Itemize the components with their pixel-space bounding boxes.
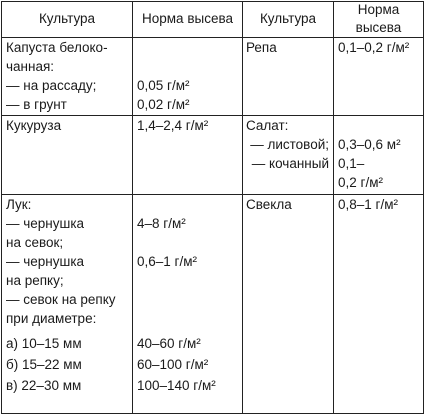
cabbage-rate-ground: 0,02 г/м² xyxy=(137,97,190,112)
onion-line-7: при диаметре: xyxy=(6,311,97,326)
corn-rate: 1,4–2,4 г/м² xyxy=(137,118,209,133)
header-culture-1: Культура xyxy=(38,11,96,26)
onion-rate-line-10: 100–140 г/м² xyxy=(137,378,216,393)
onion-name: Лук: xyxy=(6,197,32,212)
column-divider-2 xyxy=(242,1,243,414)
lettuce-sub-head: — кочанный xyxy=(251,156,329,171)
column-divider-3 xyxy=(333,1,334,414)
onion-line-9: б) 15–22 мм xyxy=(6,357,82,372)
table-border-left xyxy=(1,1,2,414)
cabbage-sub-seedlings: — на рассаду; xyxy=(6,78,97,93)
onion-line-4: — чернушка xyxy=(6,254,85,269)
lettuce-sub-leaf: — листовой; xyxy=(250,137,329,152)
onion-line-3: на севок; xyxy=(6,235,64,250)
header-rate-2-line-1: Норма xyxy=(357,2,400,17)
cabbage-name-line-2: чанная: xyxy=(6,59,55,74)
onion-rate-line-8: 40–60 г/м² xyxy=(137,336,201,351)
cabbage-sub-ground: — в грунт xyxy=(6,97,67,112)
cabbage-name-line-1: Капуста белоко- xyxy=(6,40,108,55)
onion-line-2: — чернушка xyxy=(6,216,85,231)
beet-rate: 0,8–1 г/м² xyxy=(338,197,398,212)
lettuce-rate-leaf: 0,3–0,6 м² xyxy=(338,137,401,152)
onion-line-6: — севок на репку xyxy=(6,292,116,307)
onion-line-8: а) 10–15 мм xyxy=(6,336,82,351)
table-border-bottom xyxy=(1,413,423,414)
beet-name: Свекла xyxy=(246,197,292,212)
onion-rate-line-9: 60–100 г/м² xyxy=(137,357,209,372)
lettuce-name: Салат: xyxy=(246,118,289,133)
header-culture-2: Культура xyxy=(259,11,317,26)
corn-name: Кукуруза xyxy=(6,118,62,133)
row-divider-1 xyxy=(1,115,423,116)
lettuce-rate-head-line-2: 0,2 г/м² xyxy=(338,175,383,190)
header-rate-1: Норма высева xyxy=(142,11,233,26)
onion-line-10: в) 22–30 мм xyxy=(6,378,82,393)
header-rate-2-line-2: высева xyxy=(355,20,402,35)
lettuce-rate-head-line-1: 0,1– xyxy=(338,156,365,171)
onion-rate-line-4: 0,6–1 г/м² xyxy=(137,254,197,269)
onion-rate-line-2: 4–8 г/м² xyxy=(137,216,186,231)
cabbage-rate-seedlings: 0,05 г/м² xyxy=(137,78,190,93)
turnip-name: Репа xyxy=(246,40,277,55)
column-divider-1 xyxy=(132,1,133,414)
onion-line-5: на репку; xyxy=(6,273,64,288)
turnip-rate: 0,1–0,2 г/м² xyxy=(338,40,410,55)
